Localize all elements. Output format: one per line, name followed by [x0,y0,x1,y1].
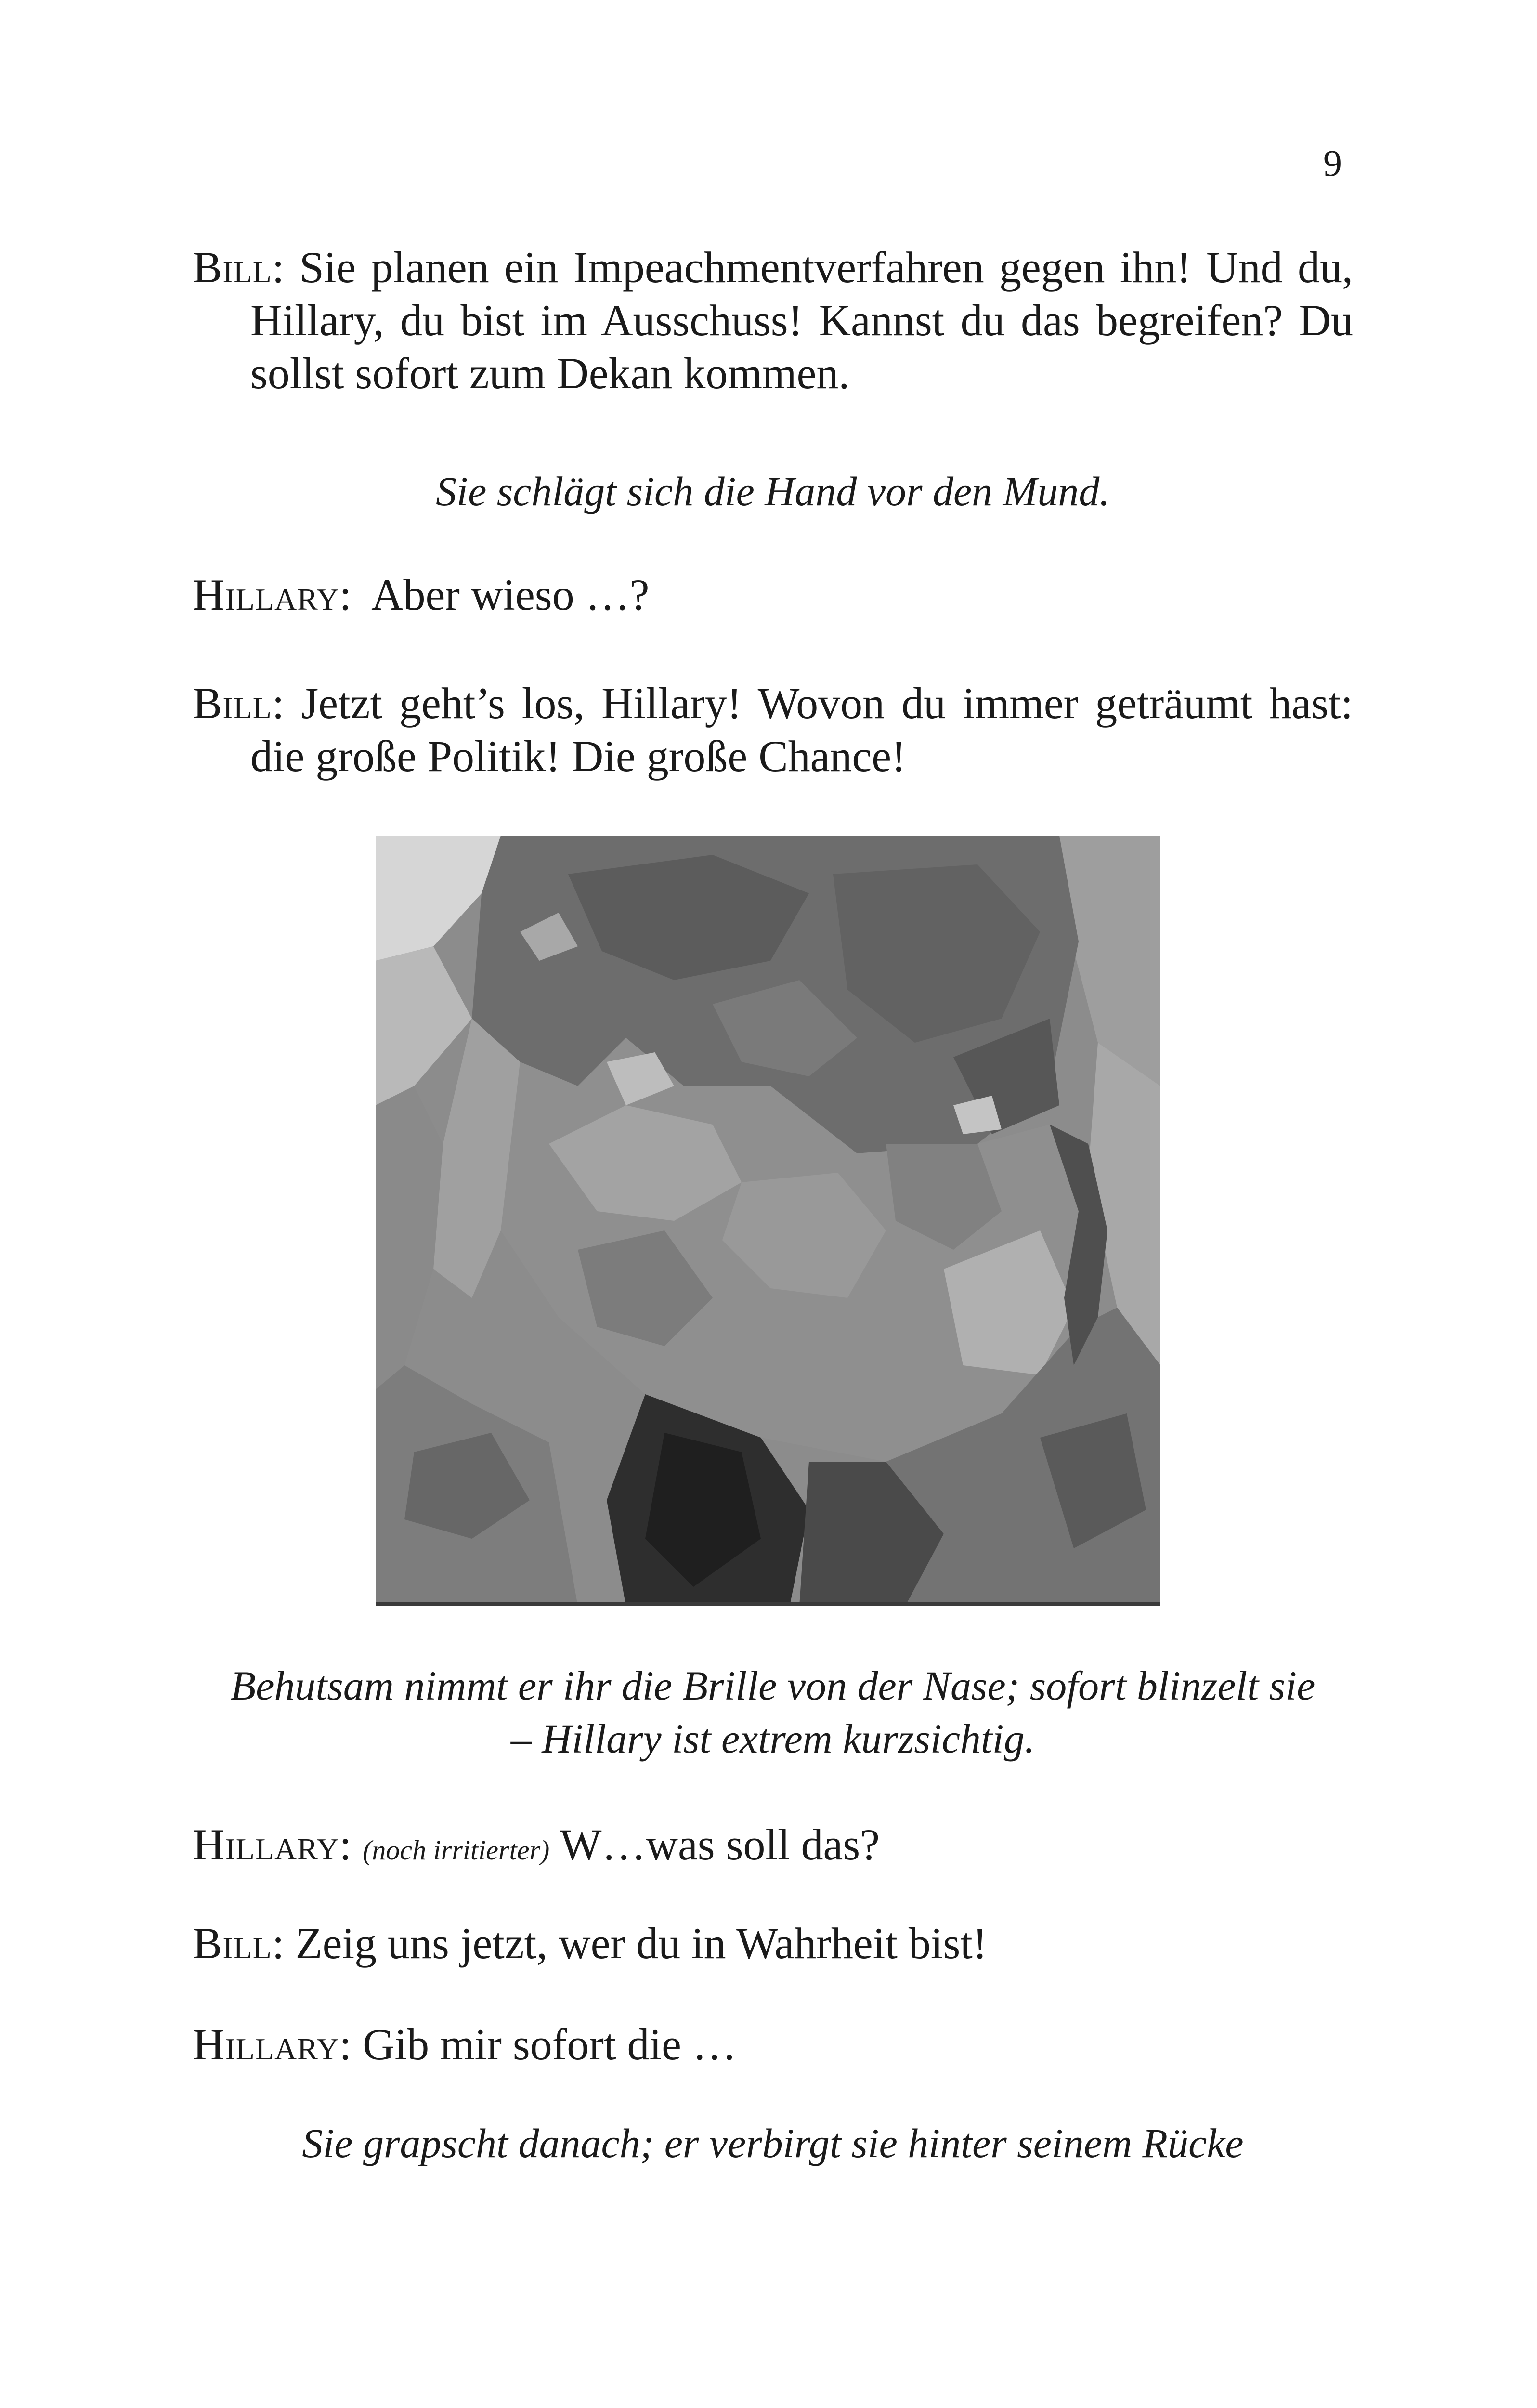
dialogue-bill-3: Bill: Zeig uns jetzt, wer du in Wahrheit bist! [193,1919,988,1968]
stage-direction-2 [193,1659,1353,1765]
stage-direction-1: Sie schlägt sich die Hand vor den Mund. [436,468,1110,514]
speaker-hillary: Hillary [193,1820,339,1869]
dialogue-text: Sie planen ein Impeachmentverfahren gegen ihn! Und du, Hillary, du bist im Ausschuss! Kannst du das begreifen? Du sollst sofort zum Dekan kommen. [250,243,1353,398]
dialogue-hillary-1: Hillary: Aber wieso …? [193,570,650,619]
speaker-hillary: Hillary [193,2020,339,2069]
dialogue-hillary-2: Hillary: (noch irritierter) W…was soll das? [193,1820,880,1869]
stage-direction-2-line-1: Behutsam nimmt er ihr die Brille von der Nase; sofort blinzelt sie [230,1662,1316,1709]
speaker-bill: Bill [193,1919,272,1968]
parenthetical: (noch irritierter) [363,1834,550,1866]
portrait-photo [376,836,1160,1606]
dialogue-hillary-3: Hillary: Gib mir sofort die … [193,2020,737,2069]
dialogue-text: W…was soll das? [560,1820,880,1869]
dialogue-bill-2: Bill: Jetzt geht’s los, Hillary! Wovon du immer geträumt hast: die große Politik! Die große Chance! [193,679,1353,781]
page-number: 9 [1323,142,1342,184]
speaker-hillary: Hillary [193,570,339,619]
speaker-bill: Bill [193,243,272,292]
dialogue-text: Gib mir sofort die … [363,2020,737,2069]
dialogue-text: Aber wieso …? [371,570,650,619]
dialogue-text: Zeig uns jetzt, wer du in Wahrheit bist! [295,1919,988,1968]
stage-direction-3: Sie grapscht danach; er verbirgt sie hinter seinem Rücke [302,2120,1244,2166]
stage-direction-2-line-2: – Hillary ist extrem kurzsichtig. [510,1715,1035,1762]
speaker-bill: Bill [193,679,272,728]
dialogue-text: Jetzt geht’s los, Hillary! Wovon du immer geträumt hast: die große Politik! Die große Chance! [250,679,1353,781]
dialogue-bill-1: Bill: Sie planen ein Impeachmentverfahren gegen ihn! Und du, Hillary, du bist im Ausschuss! Kannst du das begreifen? Du sollst sofort zum Dekan kommen. [193,243,1353,398]
